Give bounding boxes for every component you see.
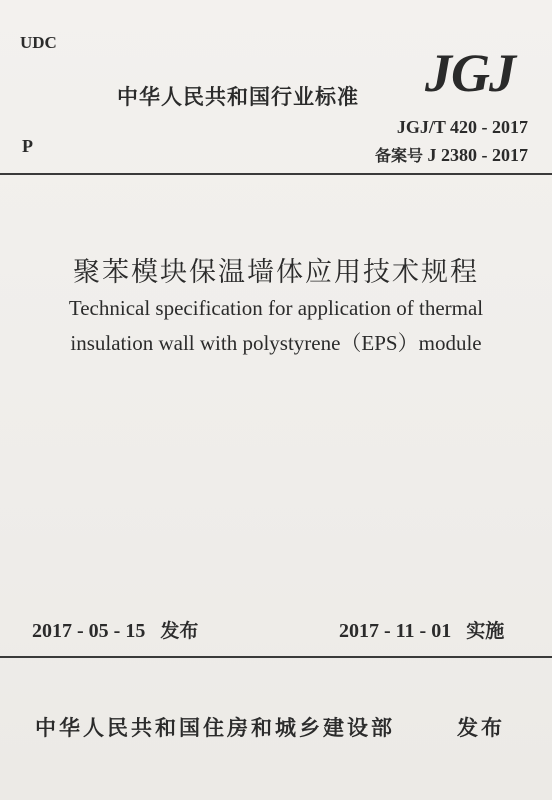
issue-label: 发布 <box>160 620 199 642</box>
record-number: J 2380 - 2017 <box>427 145 528 165</box>
jgj-logo: JGJ <box>425 43 515 103</box>
title-english-line2: insulation wall with polystyrene（EPS）module <box>70 331 482 355</box>
standard-number: JGJ/T 420 - 2017 <box>396 117 528 137</box>
publish-label: 发布 <box>457 716 505 740</box>
implementation-date-line <box>339 616 504 643</box>
issue-date: 2017 - 05 - 15 <box>32 620 146 642</box>
title-chinese: 聚苯模块保温墙体应用技术规程 <box>73 257 479 288</box>
industry-standard-title: 中华人民共和国行业标准 <box>117 85 359 109</box>
classification-label: P <box>22 136 33 156</box>
issue-date-line <box>32 616 198 643</box>
publisher: 中华人民共和国住房和城乡建设部 <box>35 716 395 740</box>
implementation-label: 实施 <box>466 620 505 642</box>
title-english-line1: Technical specification for application of thermal <box>68 296 484 320</box>
implementation-date: 2017 - 11 - 01 <box>339 620 452 642</box>
bottom-divider <box>0 656 552 658</box>
record-number-line <box>375 143 528 166</box>
record-label: 备案号 <box>374 146 423 165</box>
top-divider <box>0 173 552 175</box>
udc-label: UDC <box>20 33 57 52</box>
